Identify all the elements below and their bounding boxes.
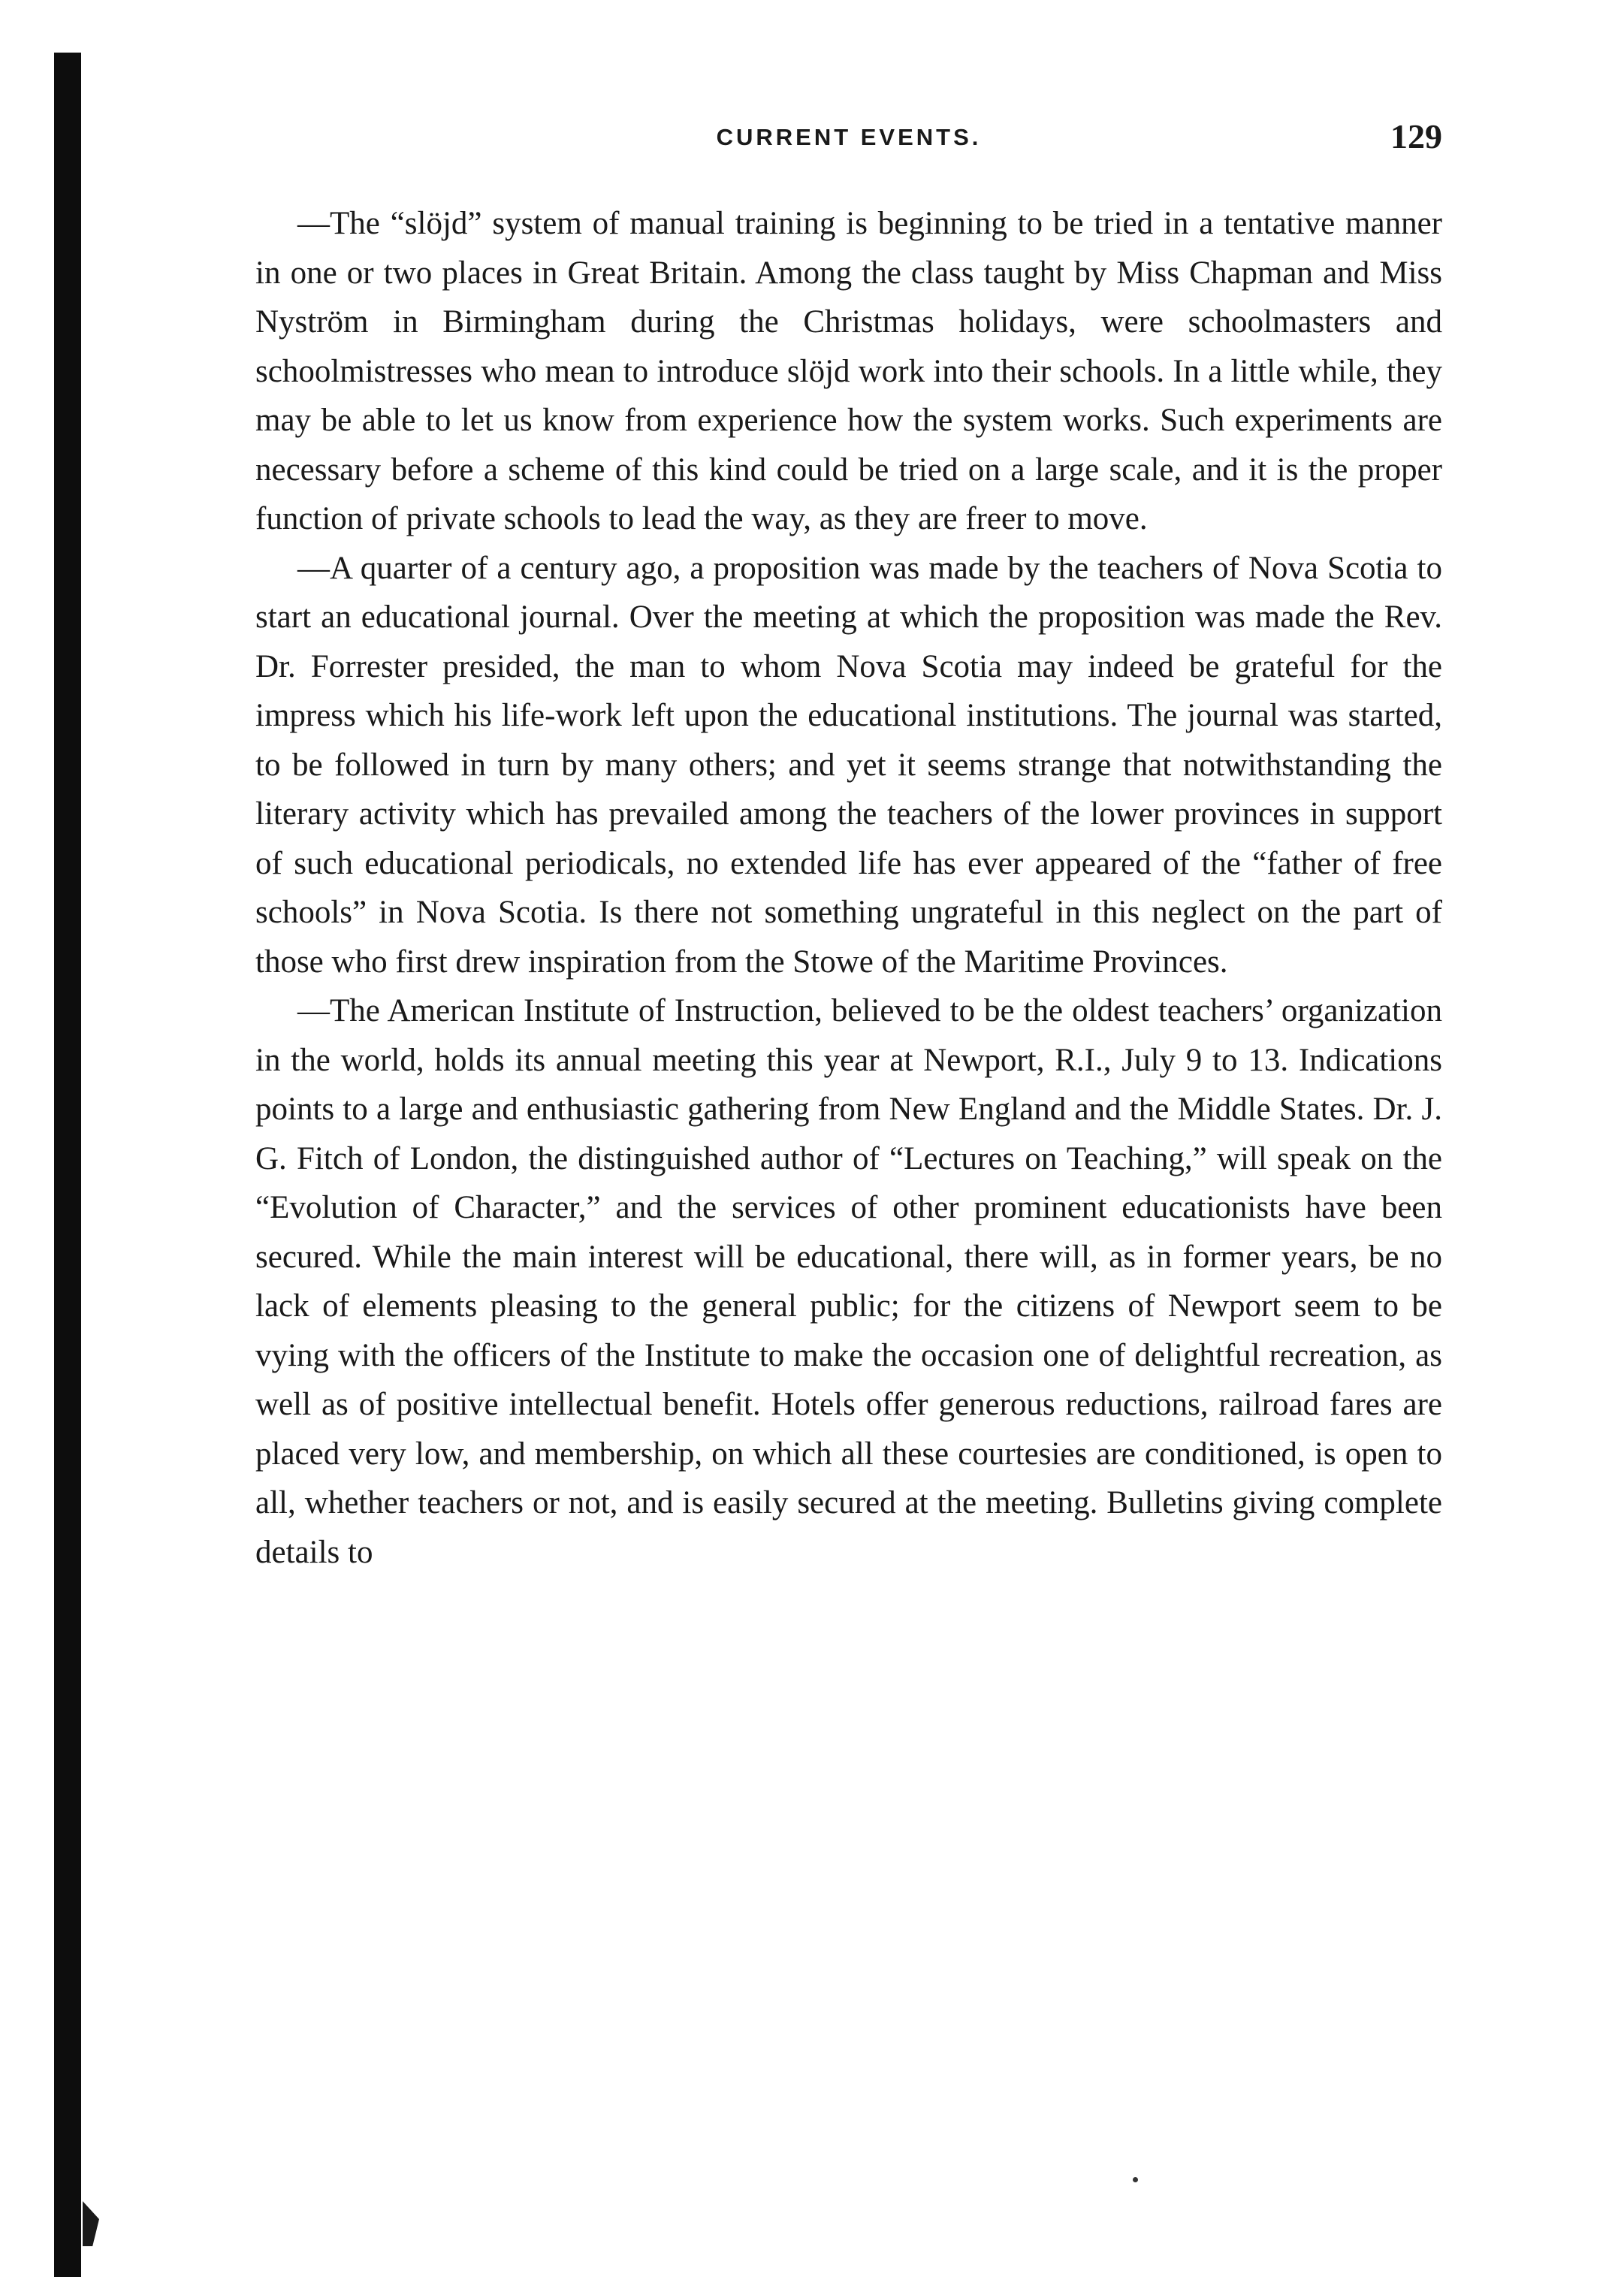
book-page (255, 116, 1442, 1577)
paragraph-nova-scotia: —A quarter of a century ago, a proposition was made by the teachers of Nova Scotia to start an educational journal. Over the meeting at which the proposition was made the Rev. Dr. Forrester presided, the man to whom Nova Scotia may indeed be grateful for the impress which his life-work left upon the educational institutions. The journal was started, to be followed in turn by many others; and yet it seems strange that notwithstanding the literary activity which has prevailed among the teachers of the lower provinces in support of such educational periodicals, no extended life has ever appeared of the “father of free schools” in Nova Scotia. Is there not something ungrateful in this neglect on the part of those who first drew inspiration from the Stowe of the Maritime Provinces. (255, 550, 1442, 980)
body-text (255, 199, 1442, 1577)
page-number: 129 (1390, 117, 1442, 156)
scan-edge-bar (54, 53, 81, 2277)
paragraph-slojd: —The “slöjd” system of manual training is beginning to be tried in a tentative manner in one or two places in Great Britain. Among the class taught by Miss Chapman and Miss Nyström in Birmingham during the Christmas holidays, were schoolmasters and schoolmistresses who mean to introduce slöjd work into their schools. In a little while, they may be able to let us know from experience how the system works. Such experiments are necessary before a scheme of this kind could be tried on a large scale, and it is the proper function of private schools to lead the way, as they are freer to move. (255, 206, 1442, 536)
running-head: CURRENT EVENTS. (716, 124, 982, 150)
scan-speck (1133, 2177, 1138, 2182)
page-header (255, 116, 1442, 184)
scan-edge-notch (83, 2201, 99, 2246)
paragraph-american-institute: —The American Institute of Instruction, believed to be the oldest teachers’ organization in the world, holds its annual meeting this year at Newport, R.I., July 9 to 13. Indications points to a large and enthusiastic gathering from New England and the Middle States. Dr. J. G. Fitch of London, the distinguished author of “Lectures on Teaching,” will speak on the “Evolution of Character,” and the services of other prominent educationists have been secured. While the main interest will be educational, there will, as in former years, be no lack of elements pleasing to the general public; for the citizens of Newport seem to be vying with the officers of the Institute to make the occasion one of delightful recreation, as well as of positive intellectual benefit. Hotels offer generous reductions, railroad fares are placed very low, and membership, on which all these courtesies are conditioned, is open to all, whether teachers or not, and is easily secured at the meeting. Bulletins giving complete details to (255, 993, 1442, 1570)
